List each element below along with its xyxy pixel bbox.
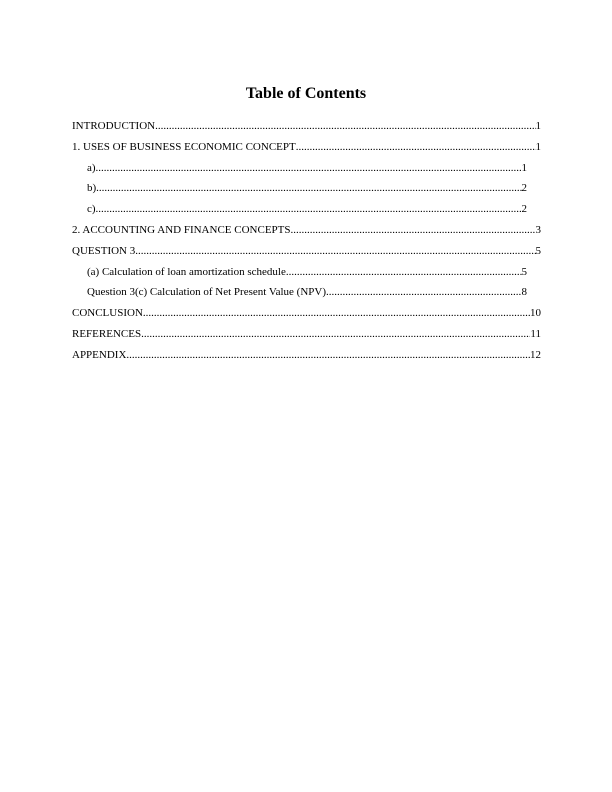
toc-dot-leader <box>326 282 522 303</box>
toc-dot-leader <box>291 220 536 241</box>
toc-entry-page: 10 <box>530 307 541 320</box>
toc-entry-label: INTRODUCTION <box>72 120 156 132</box>
toc-dot-leader <box>143 303 530 324</box>
toc-entry-page: 3 <box>535 223 541 236</box>
toc-entry-appendix[interactable] <box>72 345 541 366</box>
toc-entry-label: QUESTION 3 <box>72 244 136 257</box>
toc-title: Table of Contents <box>245 85 367 102</box>
toc-entry-c[interactable] <box>87 199 527 220</box>
toc-entry-page: 5 <box>521 265 527 278</box>
toc-entry-page: 1 <box>535 120 541 132</box>
toc-entry-label: Question 3(c) Calculation of Net Present Value (NPV) <box>87 286 326 299</box>
toc-entry-question-3[interactable] <box>72 241 541 262</box>
toc-entry-page: 12 <box>530 348 541 361</box>
toc-entry-page: 8 <box>521 286 527 299</box>
toc-entry-accounting-and-finance-concepts[interactable] <box>72 220 541 241</box>
toc-dot-leader <box>286 262 522 283</box>
toc-entry-b[interactable] <box>87 178 527 199</box>
toc-dot-leader <box>96 199 522 220</box>
toc-entry-label: APPENDIX <box>72 348 127 361</box>
toc-entry-uses-of-business-economic-concept[interactable] <box>72 137 541 158</box>
toc-dot-leader <box>126 345 530 366</box>
toc-entry-page: 11 <box>530 327 541 340</box>
toc-entry-label: (a) Calculation of loan amortization schedule <box>87 265 286 278</box>
toc-entry-label: a) <box>87 161 96 174</box>
toc-entry-label: b) <box>87 182 97 195</box>
toc-entry-label: REFERENCES <box>72 327 142 340</box>
toc-dot-leader <box>141 324 530 345</box>
toc-entry-label: 2. ACCOUNTING AND FINANCE CONCEPTS <box>72 223 291 236</box>
toc-entry-loan-amortization-schedule[interactable] <box>87 262 527 283</box>
toc-dot-leader <box>96 158 522 179</box>
toc-entry-conclusion[interactable] <box>72 303 541 324</box>
toc-entry-a[interactable] <box>87 158 527 179</box>
toc-entry-page: 2 <box>521 182 527 195</box>
toc-entry-page: 1 <box>521 161 527 174</box>
toc-list <box>72 116 541 366</box>
toc-entry-introduction[interactable] <box>72 116 541 137</box>
toc-dot-leader <box>96 178 521 199</box>
toc-dot-leader <box>135 241 535 262</box>
toc-entry-label: c) <box>87 203 96 216</box>
toc-entry-label: 1. USES OF BUSINESS ECONOMIC CONCEPT <box>72 140 296 153</box>
toc-entry-label: CONCLUSION <box>72 307 143 320</box>
toc-entry-net-present-value[interactable] <box>87 282 527 303</box>
toc-entry-page: 1 <box>535 140 541 153</box>
toc-dot-leader <box>155 116 535 137</box>
toc-entry-page: 2 <box>521 203 527 216</box>
toc-entry-page: 5 <box>535 244 541 257</box>
toc-dot-leader <box>296 137 536 158</box>
toc-entry-references[interactable] <box>72 324 541 345</box>
